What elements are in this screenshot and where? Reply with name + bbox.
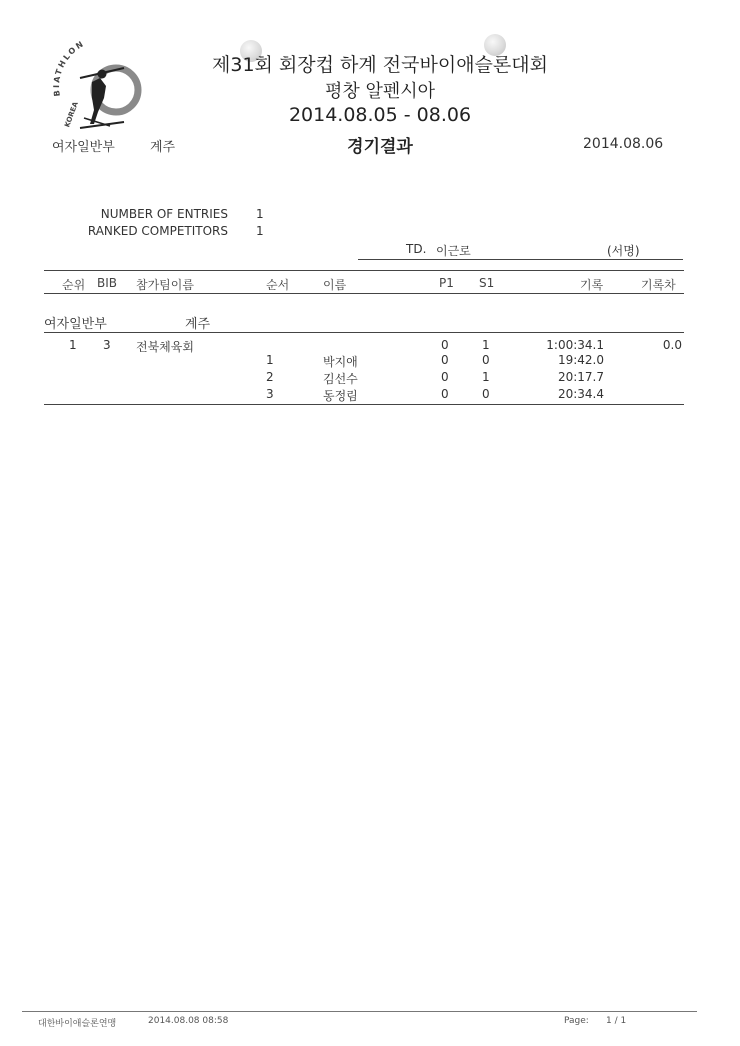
result-title: 경기결과 [347, 137, 413, 157]
event-label: 계주 [150, 140, 176, 155]
ranked-value: 1 [256, 224, 264, 238]
leg-time: 19:42.0 [557, 353, 604, 367]
group-rule [44, 332, 684, 333]
group-category: 여자일반부 [44, 317, 107, 332]
table-header-rule [44, 293, 684, 294]
footer-page-value: 1 / 1 [606, 1016, 627, 1026]
leg-s1: 0 [482, 353, 490, 367]
logo-left-text: KOREA [63, 100, 80, 129]
table-top-rule [44, 270, 684, 271]
biathlon-logo-icon [40, 38, 168, 138]
team-s1: 1 [482, 338, 490, 352]
td-underline [358, 259, 683, 260]
leg-time: 20:17.7 [557, 370, 604, 384]
leg-name: 김선수 [323, 372, 358, 386]
col-name: 이름 [323, 278, 347, 292]
logo-arc-text: BIATHLON [52, 38, 87, 97]
logo-right-text [167, 89, 168, 116]
footer-rule [22, 1011, 697, 1012]
leg-order: 1 [266, 353, 274, 367]
entries-label: NUMBER OF ENTRIES [100, 207, 228, 221]
footer-org: 대한바이애슬론연맹 [38, 1019, 117, 1029]
venue-title: 평창 알펜시아 [324, 81, 436, 102]
leg-s1: 0 [482, 387, 490, 401]
footer-page-label: Page: [564, 1016, 589, 1026]
team-rank: 1 [69, 338, 77, 352]
group-event: 계주 [185, 317, 211, 332]
result-date: 2014.08.06 [583, 136, 664, 152]
table-bottom-rule [44, 404, 684, 405]
team-diff: 0.0 [662, 338, 682, 352]
leg-order: 2 [266, 370, 274, 384]
leg-name: 동정림 [323, 389, 358, 403]
footer-printed: 2014.08.08 08:58 [148, 1016, 229, 1026]
leg-order: 3 [266, 387, 274, 401]
team-p1: 0 [441, 338, 449, 352]
leg-p1: 0 [441, 353, 449, 367]
td-label: TD. [406, 242, 427, 256]
col-p1: P1 [439, 276, 454, 290]
team-time: 1:00:34.1 [546, 338, 604, 352]
leg-p1: 0 [441, 370, 449, 384]
team-bib: 3 [103, 338, 111, 352]
svg-text:BIATHLON [52, 39, 86, 97]
col-time: 기록 [580, 278, 604, 292]
col-team: 참가팀이름 [136, 278, 194, 292]
td-name: 이근로 [436, 244, 471, 258]
leg-p1: 0 [441, 387, 449, 401]
entries-value: 1 [256, 207, 264, 221]
col-diff: 기록차 [641, 278, 676, 292]
date-range-title: 2014.08.05 - 08.06 [288, 104, 472, 126]
team-name: 전북체육회 [136, 340, 194, 354]
athlete-figure [90, 78, 106, 124]
leg-s1: 1 [482, 370, 490, 384]
leg-time: 20:34.4 [557, 387, 604, 401]
tournament-title: 제31회 회장컵 하계 전국바이애슬론대회 [212, 54, 548, 76]
col-s1: S1 [479, 276, 495, 290]
leg-name: 박지애 [323, 355, 358, 369]
col-order: 순서 [266, 278, 290, 292]
col-rank: 순위 [62, 278, 86, 292]
col-bib: BIB [97, 276, 118, 290]
korea-biathlon-union-logo [40, 38, 168, 138]
ranked-label: RANKED COMPETITORS [87, 224, 228, 238]
signature-label: (서명) [607, 244, 640, 258]
category-label: 여자일반부 [52, 140, 115, 155]
